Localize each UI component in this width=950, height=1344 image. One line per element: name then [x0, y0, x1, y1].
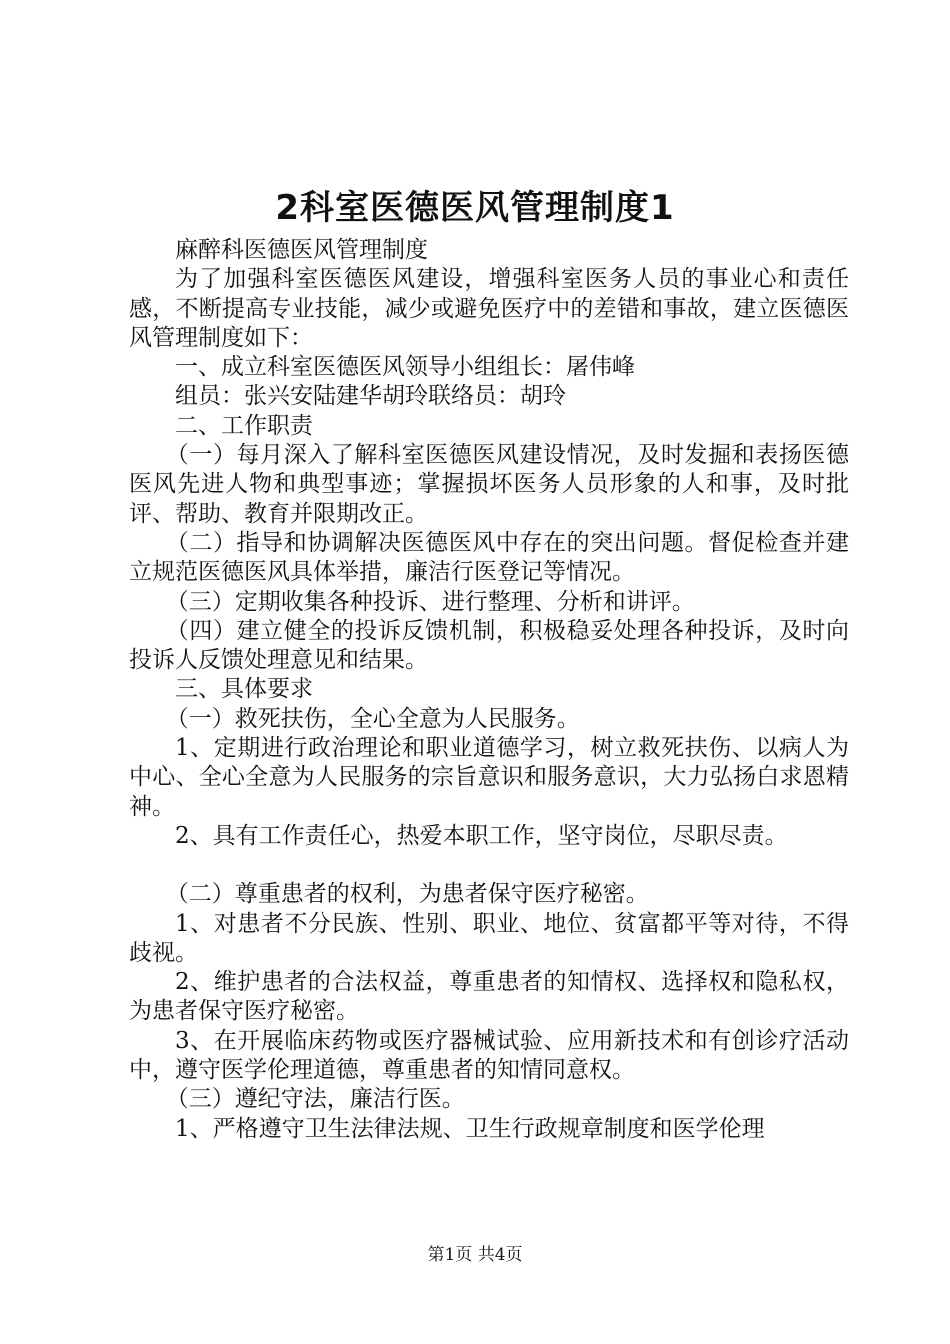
paragraph: （一）每月深入了解科室医德医风建设情况，及时发掘和表扬医德医风先进人物和典型事迹；掌握损坏医务人员形象的人和事，及时批评、帮助、教育并限期改正。	[129, 442, 849, 527]
section-heading: 二、工作职责	[175, 412, 313, 439]
paragraph: （二）尊重患者的权利，为患者保守医疗秘密。	[165, 881, 649, 908]
paragraph: 3、在开展临床药物或医疗器械试验、应用新技术和有创诊疗活动中，遵守医学伦理道德，尊重患者的知情同意权。	[129, 1027, 849, 1084]
paragraph: 1、对患者不分民族、性别、职业、地位、贫富都平等对待，不得歧视。	[129, 910, 849, 966]
document-body	[129, 236, 849, 1144]
paragraph: （三）定期收集各种投诉、进行整理、分析和讲评。	[165, 588, 695, 615]
section-heading: 三、具体要求	[175, 676, 313, 703]
paragraph: 1、严格遵守卫生法律法规、卫生行政规章制度和医学伦理	[175, 1115, 765, 1142]
paragraph: 2、维护患者的合法权益，尊重患者的知情权、选择权和隐私权，为患者保守医疗秘密。	[129, 969, 849, 1025]
document-title: 2科室医德医风管理制度1	[275, 188, 675, 228]
paragraph: 组员：张兴安陆建华胡玲联络员：胡玲	[175, 383, 566, 410]
paragraph: 一、成立科室医德医风领导小组组长：屠伟峰	[175, 354, 635, 381]
paragraph: （三）遵纪守法，廉洁行医。	[165, 1086, 465, 1113]
paragraph: （一）救死扶伤，全心全意为人民服务。	[165, 705, 580, 732]
paragraph: （四）建立健全的投诉反馈机制，积极稳妥处理各种投诉，及时向投诉人反馈处理意见和结果。	[129, 617, 849, 674]
paragraph: 1、定期进行政治理论和职业道德学习，树立救死扶伤、以病人为中心、全心全意为人民服务的宗旨意识和服务意识，大力弘扬白求恩精神。	[129, 735, 849, 820]
paragraph: 为了加强科室医德医风建设，增强科室医务人员的事业心和责任感，不断提高专业技能，减少或避免医疗中的差错和事故，建立医德医风管理制度如下：	[129, 266, 849, 351]
paragraph: （二）指导和协调解决医德医风中存在的突出问题。督促检查并建立规范医德医风具体举措，廉洁行医登记等情况。	[129, 529, 849, 586]
paragraph: 2、具有工作责任心，热爱本职工作，坚守岗位，尽职尽责。	[175, 822, 788, 849]
page-footer: 第1页 共4页	[427, 1245, 523, 1265]
paragraph: 麻醉科医德医风管理制度	[175, 237, 428, 263]
